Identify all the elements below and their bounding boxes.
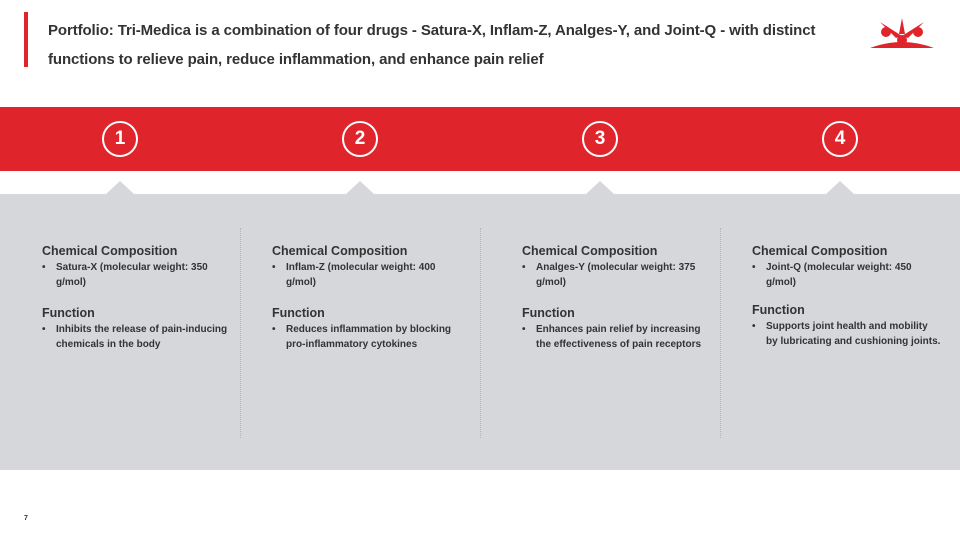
column-divider [480,228,481,438]
step-number-band [0,107,960,171]
composition-item: • Satura-X (molecular weight: 350 g/mol) [42,261,232,290]
composition-heading: Chemical Composition [752,244,888,258]
panel-notch [826,181,854,194]
function-item: • Inhibits the release of pain-inducing chemicals in the body [42,323,232,352]
panel-notch [346,181,374,194]
function-item: • Reduces inflammation by blocking pro-inflammatory cytokines [272,323,462,352]
composition-heading: Chemical Composition [272,244,408,258]
drug-column-1 [42,243,232,352]
composition-heading: Chemical Composition [42,244,178,258]
function-heading: Function [752,303,805,317]
composition-item: • Inflam-Z (molecular weight: 400 g/mol) [272,261,462,290]
composition-heading: Chemical Composition [522,244,658,258]
title-accent-bar [24,12,28,67]
step-number-2: 2 [342,121,378,157]
page-number: 7 [24,515,28,522]
function-heading: Function [42,306,95,320]
composition-item: • Joint-Q (molecular weight: 450 g/mol) [752,261,942,290]
column-divider [720,228,721,438]
page-title: Portfolio: Tri-Medica is a combination of four drugs - Satura-X, Inflam-Z, Analges-Y, and Joint-Q - with distinct functions to relieve pain, reduce inflammation, and enhance pain relief [48,22,816,68]
drug-column-4 [752,243,942,349]
composition-item: • Analges-Y (molecular weight: 375 g/mol) [522,261,712,290]
step-number-4: 4 [822,121,858,157]
panel-notch [106,181,134,194]
panel-notch [586,181,614,194]
drug-column-3 [522,243,712,352]
step-number-3: 3 [582,121,618,157]
company-logo-icon [866,14,938,54]
function-item: • Enhances pain relief by increasing the effectiveness of pain receptors [522,323,712,352]
function-heading: Function [522,306,575,320]
step-number-1: 1 [102,121,138,157]
function-item: • Supports joint health and mobility by lubricating and cushioning joints. [752,320,942,349]
column-divider [240,228,241,438]
drug-column-2 [272,243,462,352]
function-heading: Function [272,306,325,320]
